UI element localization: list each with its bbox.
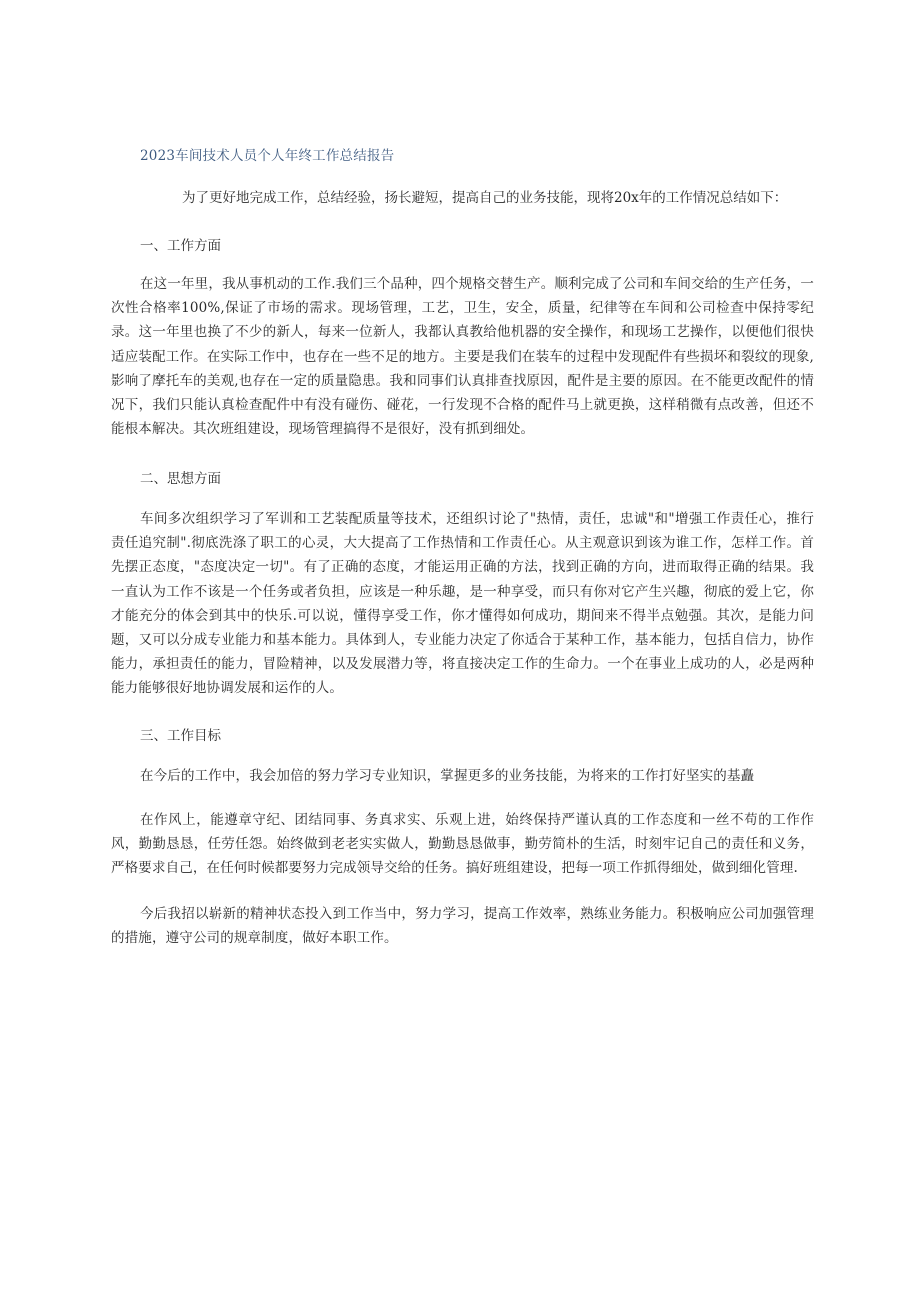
- document-title: 2023车间技术人员个人年终工作总结报告: [140, 148, 395, 164]
- section-goals-paragraph-3: 今后我招以崭新的精神状态投入到工作当中，努力学习，提高工作效率，熟练业务能力。积极响应公司加强管理的措施，遵守公司的规章制度，做好本职工作。: [111, 906, 814, 947]
- section-heading-goals: 三、工作目标: [140, 728, 221, 744]
- section-goals-paragraph-1: 在今后的工作中，我会加倍的努力学习专业知识，掌握更多的业务技能，为将来的工作打好坚实的基矗: [140, 768, 755, 784]
- intro-paragraph: 为了更好地完成工作，总结经验，扬长避短，提高自己的业务技能，现将20x年的工作情况总结如下：: [182, 190, 788, 206]
- section-heading-work: 一、工作方面: [140, 238, 221, 254]
- section-goals-paragraph-2: 在作风上，能遵章守纪、团结同事、务真求实、乐观上进，始终保持严谨认真的工作态度和一丝不苟的工作作风，勤勤恳恳，任劳任怨。始终做到老老实实做人，勤勤恳恳做事，勤劳简朴的生活，时刻牢记自己的责任和义务，严格要求自己，在任何时候都要努力完成领导交给的任务。搞好班组建设，把每一项工作抓得细处，做到细化管理.: [111, 812, 814, 877]
- section-thought-paragraph: 车间多次组织学习了军训和工艺装配质量等技术，还组织讨论了"热情，责任，忠诚"和"增强工作责任心，推行责任追究制".彻底洗涤了职工的心灵，大大提高了工作热情和工作责任心。从主观意识到该为谁工作，怎样工作。首先摆正态度，"态度决定一切"。有了正确的态度，才能运用正确的方法，找到正确的方向，进而取得正确的结果。我一直认为工作不该是一个任务或者负担，应该是一种乐趣，是一种享受，而只有你对它产生兴趣，彻底的爱上它，你才能充分的体会到其中的快乐.可以说，懂得享受工作，你才懂得如何成功，期间来不得半点勉强。其次，是能力问题，又可以分成专业能力和基本能力。具体到人，专业能力决定了你适合于某种工作，基本能力，包括自信力，协作能力，承担责任的能力，冒险精神，以及发展潜力等，将直接决定工作的生命力。一个在事业上成功的人，必是两种能力能够很好地协调发展和运作的人。: [111, 511, 814, 697]
- section-work-paragraph: 在这一年里，我从事机动的工作.我们三个品种，四个规格交替生产。顺利完成了公司和车间交给的生产任务，一次性合格率100%,保证了市场的需求。现场管理，工艺，卫生，安全，质量，纪律等在车间和公司检查中保持零纪录。这一年里也换了不少的新人，每来一位新人，我都认真教给他机器的安全操作，和现场工艺操作，以便他们很快适应装配工作。在实际工作中，也存在一些不足的地方。主要是我们在装车的过程中发现配件有些损坏和裂纹的现象,影响了摩托车的美观,也存在一定的质量隐患。我和同事们认真排查找原因，配件是主要的原因。在不能更改配件的情况下，我们只能认真检查配件中有没有碰伤、碰花，一行发现不合格的配件马上就更换，这样稍微有点改善，但还不能根本解决。其次班组建设，现场管理搞得不是很好，没有抓到细处。: [111, 276, 814, 438]
- section-heading-thought: 二、思想方面: [140, 471, 221, 487]
